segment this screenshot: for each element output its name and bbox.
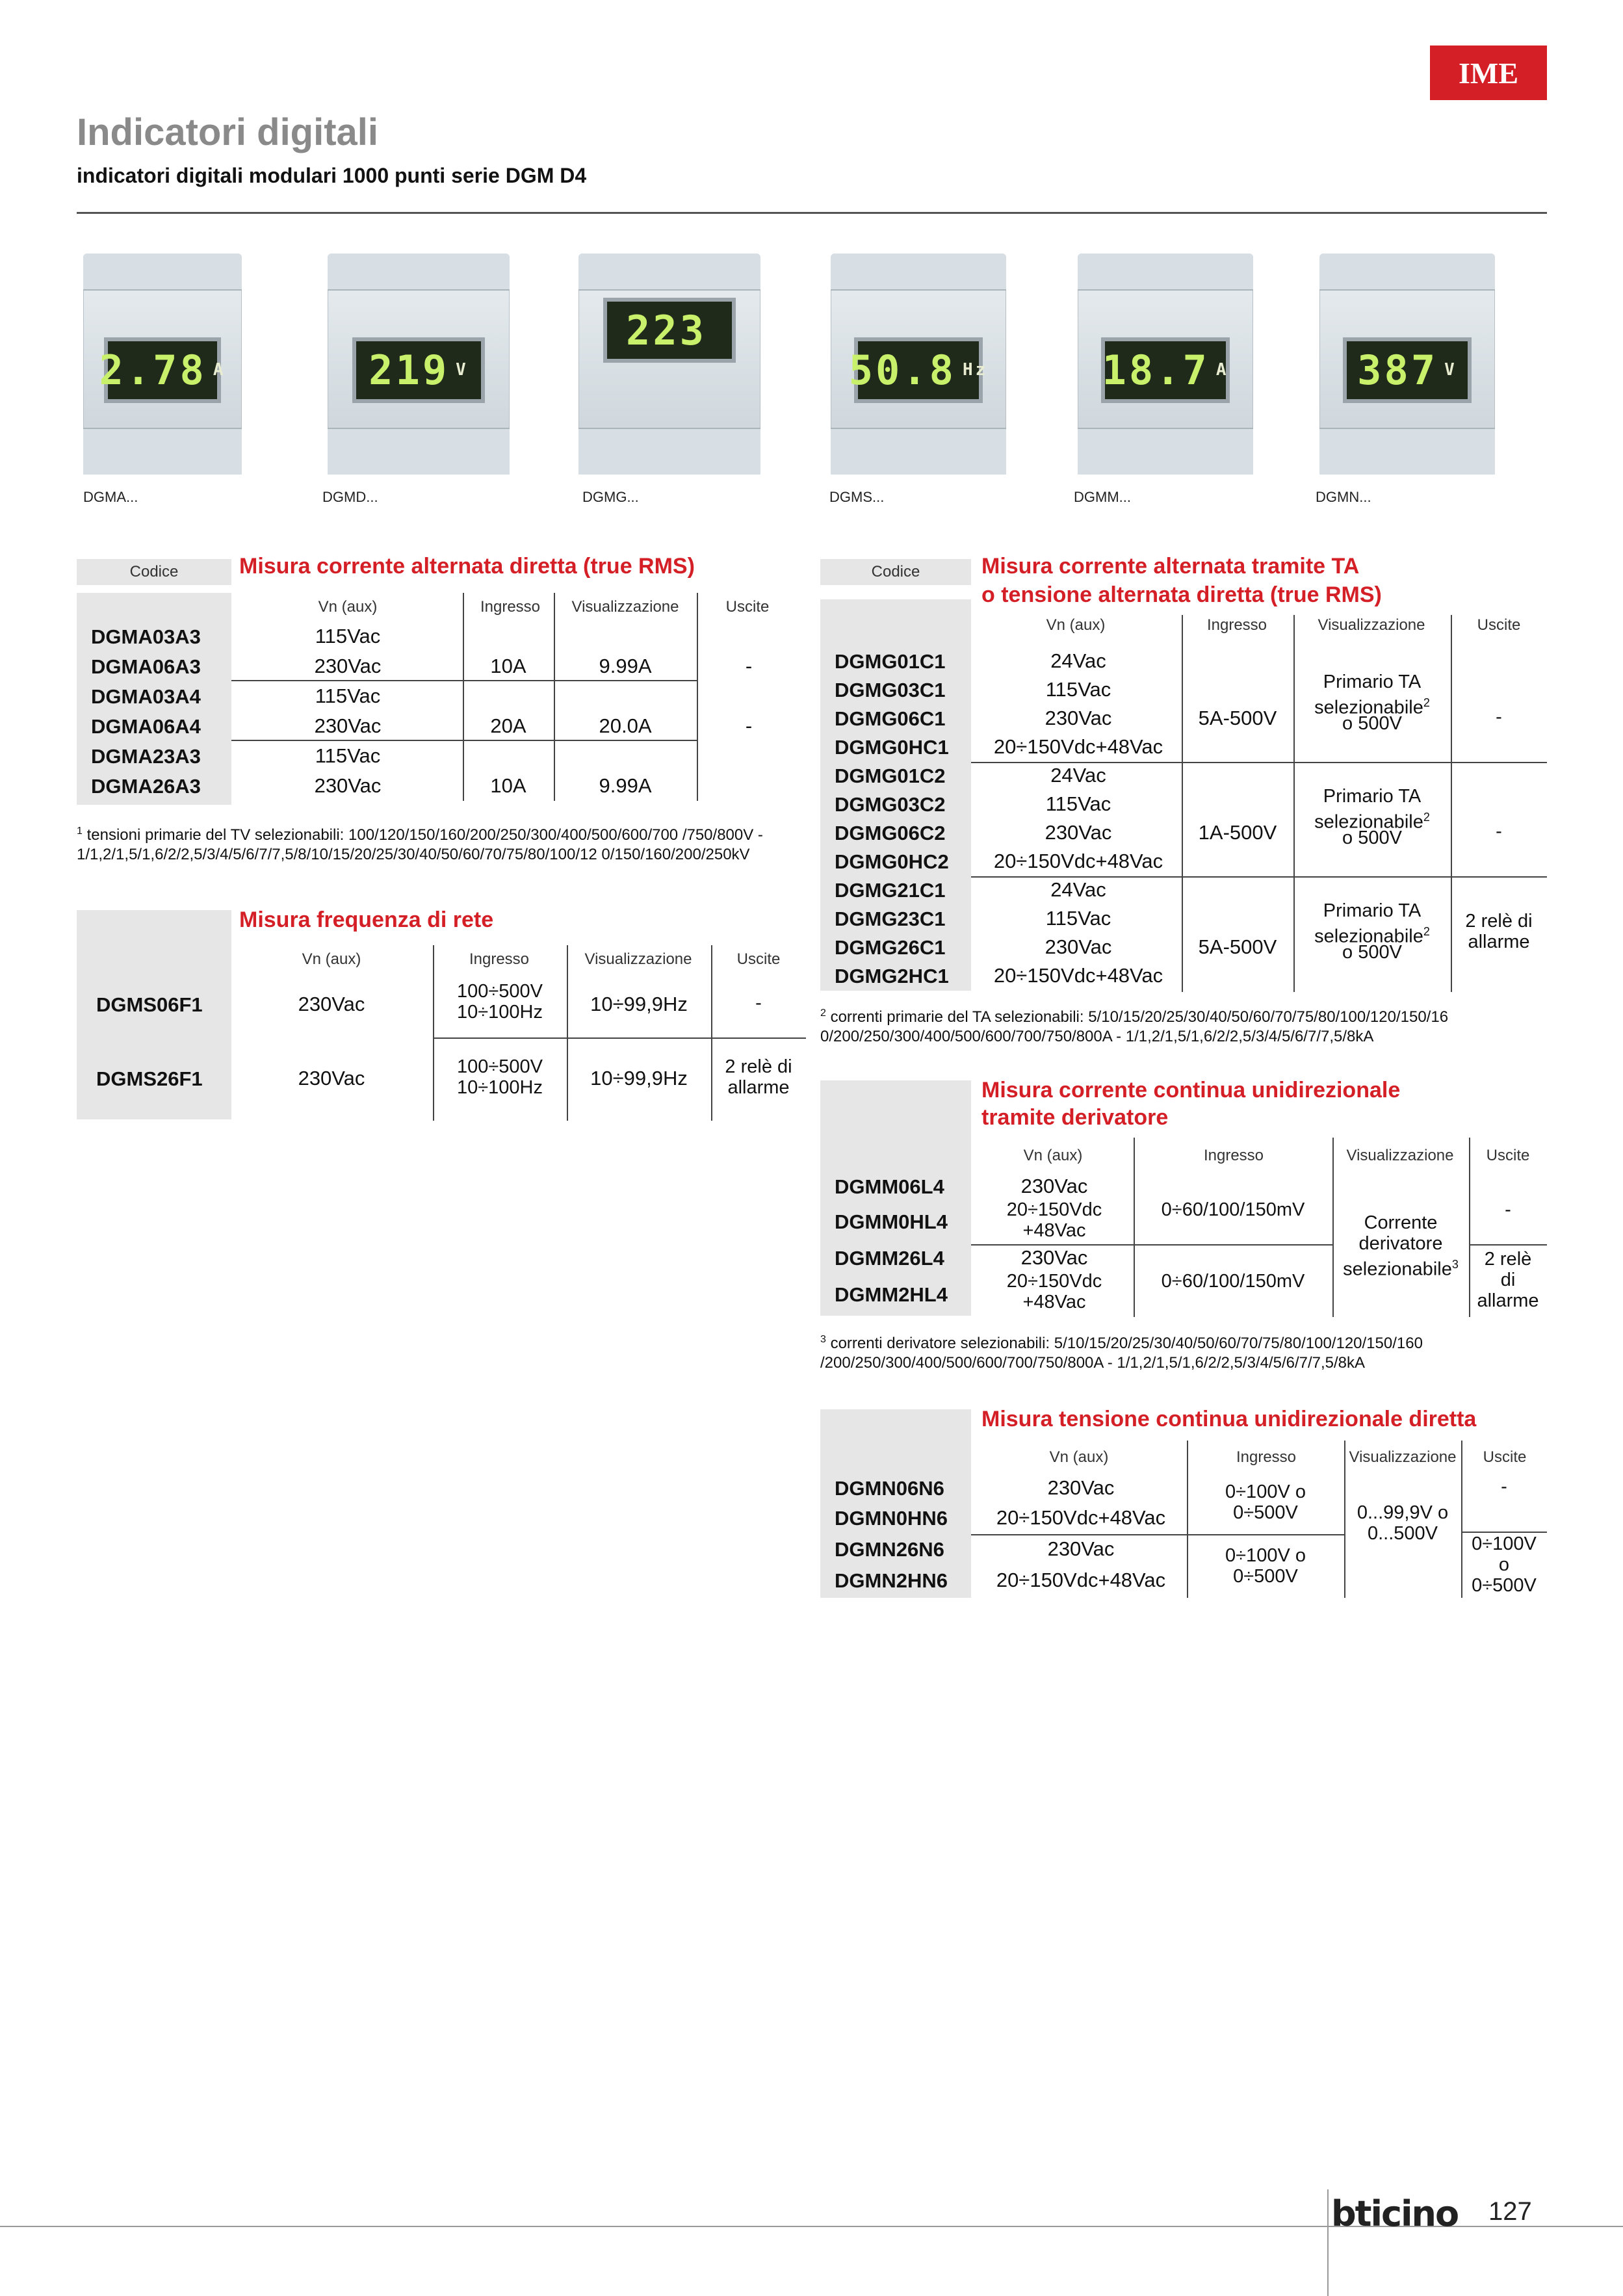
- product-code: DGMS26F1: [96, 1067, 203, 1090]
- section-title: o tensione alternata diretta (true RMS): [981, 582, 1382, 607]
- col-ingresso: Ingresso: [480, 598, 541, 616]
- col-ingresso: Ingresso: [1203, 1147, 1264, 1164]
- uscite-value: 2 relè: [1484, 1249, 1532, 1270]
- product-code: DGMG23C1: [835, 907, 946, 930]
- vis-value: 0...500V: [1367, 1523, 1438, 1544]
- product-code: DGMA06A3: [91, 655, 201, 678]
- vn-value: 115Vac: [315, 685, 381, 707]
- product-code: DGMG0HC2: [835, 850, 949, 873]
- product-code: DGMG06C2: [835, 822, 946, 844]
- col-visualizzazione: Visualizzazione: [571, 598, 679, 616]
- title-divider: [77, 212, 1547, 214]
- product-code: DGMM0HL4: [835, 1210, 948, 1233]
- vis-value: selezionabile$^2$: [1314, 696, 1430, 718]
- col-uscite: Uscite: [1486, 1147, 1530, 1164]
- product-code: DGMG06C1: [835, 707, 946, 730]
- vn-value: 20÷150Vdc+48Vac: [993, 735, 1163, 758]
- uscite-value: allarme: [1468, 932, 1530, 952]
- uscite-value: o: [1498, 1554, 1510, 1575]
- grid-line: [971, 876, 1547, 878]
- ingresso-value: 1A-500V: [1198, 821, 1277, 844]
- grid-line: [231, 680, 697, 681]
- section-title: Misura corrente continua unidirezionale: [981, 1078, 1401, 1102]
- col-vn: Vn (aux): [1046, 616, 1106, 634]
- vn-value: 230Vac: [314, 774, 382, 797]
- vn-value: +48Vac: [1022, 1220, 1086, 1241]
- product-code: DGMA06A4: [91, 715, 201, 738]
- vis-value: selezionabile$^3$: [1343, 1258, 1459, 1280]
- vn-value: 230Vac: [298, 1067, 365, 1089]
- vis-value: o 500V: [1342, 713, 1402, 734]
- footnote-1: $^1$ tensioni primarie del TV selezionabili: 100/120/150/160/200/250/300/400/500/600/700 /750/800V - 1/1,2/1,5/1,6/2/2,5/3/4/5/6/7/7,5/8/10/15/20/25/30/40/50/60/70/75/80/100/12 0/150/160/200/250kV: [77, 826, 763, 863]
- grid-line: [971, 1534, 1344, 1535]
- uscite-value: allarme: [1477, 1290, 1539, 1311]
- uscite-value: -: [1496, 821, 1502, 842]
- uscite-value: -: [745, 714, 753, 737]
- bticino-logo: bticino: [1331, 2193, 1459, 2234]
- product-image-dgmn: 387 V: [1313, 254, 1501, 475]
- col-uscite: Uscite: [725, 598, 770, 616]
- vis-value: 10÷99,9Hz: [590, 1067, 688, 1089]
- product-label: DGMN...: [1316, 489, 1371, 505]
- uscite-value: -: [1505, 1199, 1511, 1220]
- product-code: DGMG03C2: [835, 793, 946, 816]
- vn-value: 24Vac: [1050, 878, 1106, 901]
- vn-value: 230Vac: [1045, 707, 1112, 729]
- product-label: DGMS...: [829, 489, 885, 505]
- vn-value: 230Vac: [314, 655, 382, 677]
- vn-value: 115Vac: [1045, 792, 1111, 815]
- vn-value: 20÷150Vdc: [1006, 1271, 1102, 1292]
- col-ingresso: Ingresso: [1206, 616, 1267, 634]
- vn-value: 115Vac: [1045, 907, 1111, 930]
- section-title: Misura corrente alternata diretta (true RMS): [239, 554, 695, 579]
- ingresso-value: 10÷100Hz: [456, 1077, 543, 1098]
- uscite-value: 2 relè di: [725, 1056, 792, 1077]
- product-code: DGMG01C2: [835, 764, 946, 787]
- vis-value: Primario TA: [1323, 672, 1422, 692]
- col-ingresso: Ingresso: [469, 950, 530, 968]
- col-vn: Vn (aux): [1049, 1448, 1109, 1466]
- product-code: DGMG21C1: [835, 879, 946, 902]
- col-ingresso: Ingresso: [1236, 1448, 1297, 1466]
- product-code: DGMS06F1: [96, 993, 203, 1016]
- footer-divider-vertical: [1327, 2189, 1329, 2296]
- ingresso-value: 20A: [490, 714, 526, 737]
- vis-value: o 500V: [1342, 942, 1402, 963]
- vis-value: 9.99A: [599, 774, 652, 797]
- col-visualizzazione: Visualizzazione: [584, 950, 692, 968]
- ingresso-value: 0÷100V o: [1225, 1545, 1306, 1566]
- grid-line: [697, 593, 698, 801]
- uscite-value: 2 relè di: [1465, 911, 1533, 932]
- product-code: DGMG26C1: [835, 936, 946, 959]
- product-code: DGMA03A3: [91, 625, 201, 648]
- product-image-dgmd: 219 V: [321, 254, 516, 475]
- codice-header: Codice: [820, 559, 971, 585]
- ingresso-value: 5A-500V: [1198, 935, 1277, 958]
- grid-line: [971, 762, 1547, 763]
- vn-value: 230Vac: [1020, 1246, 1088, 1269]
- vn-value: 230Vac: [314, 714, 382, 737]
- ingresso-value: 100÷500V: [456, 981, 543, 1002]
- product-image-dgms: 50.8 Hz: [824, 254, 1013, 475]
- vn-value: 230Vac: [1045, 935, 1112, 958]
- ime-logo: IME: [1430, 46, 1547, 100]
- ingresso-value: 10A: [490, 655, 526, 677]
- vn-value: 115Vac: [315, 625, 381, 647]
- vn-value: 230Vac: [1047, 1537, 1115, 1560]
- product-code: DGMG01C1: [835, 650, 946, 673]
- col-visualizzazione: Visualizzazione: [1349, 1448, 1457, 1466]
- vis-value: selezionabile$^2$: [1314, 925, 1430, 947]
- uscite-value: -: [1501, 1476, 1507, 1497]
- vn-value: 230Vac: [1045, 821, 1112, 844]
- vn-value: 20÷150Vdc+48Vac: [996, 1569, 1166, 1591]
- product-code: DGMN06N6: [835, 1477, 944, 1500]
- grid-line: [1461, 1532, 1547, 1533]
- grid-line: [1182, 615, 1183, 992]
- product-label: DGMM...: [1074, 489, 1131, 505]
- vn-value: 24Vac: [1050, 649, 1106, 672]
- uscite-value: allarme: [727, 1077, 790, 1098]
- vn-value: 20÷150Vdc+48Vac: [993, 964, 1163, 987]
- vn-value: 230Vac: [298, 993, 365, 1015]
- uscite-value: -: [755, 993, 762, 1013]
- vis-value: 20.0A: [599, 714, 652, 737]
- vn-value: 230Vac: [1047, 1476, 1115, 1499]
- ingresso-value: 10÷100Hz: [456, 1002, 543, 1023]
- product-code: DGMM26L4: [835, 1247, 944, 1270]
- vn-value: 115Vac: [315, 744, 381, 767]
- ingresso-value: 0÷500V: [1233, 1502, 1298, 1523]
- footnote-3: $^3$ correnti derivatore selezionabili: 5/10/15/20/25/30/40/50/60/70/75/80/100/120/150/160 /200/250/300/400/500/600/700/750/800A - 1/1,2/1,5/1,6/2/2,5/3/4/5/6/7/7,5/8kA: [820, 1334, 1423, 1372]
- page-title: Indicatori digitali: [77, 111, 379, 153]
- section-title: tramite derivatore: [981, 1105, 1169, 1130]
- vn-value: 20÷150Vdc: [1006, 1199, 1102, 1220]
- ingresso-value: 0÷500V: [1233, 1566, 1298, 1587]
- section-title: Misura tensione continua unidirezionale diretta: [981, 1407, 1477, 1431]
- product-code: DGMM2HL4: [835, 1283, 948, 1306]
- product-code: DGMG03C1: [835, 679, 946, 701]
- vis-value: Primario TA: [1323, 786, 1422, 807]
- product-code: DGMG2HC1: [835, 965, 949, 987]
- grid-line: [1469, 1244, 1547, 1246]
- vis-value: 0...99,9V o: [1357, 1502, 1449, 1523]
- col-vn: Vn (aux): [302, 950, 361, 968]
- product-code: DGMM06L4: [835, 1175, 944, 1198]
- product-code: DGMA23A3: [91, 745, 201, 768]
- grid-line: [1469, 1138, 1470, 1317]
- ingresso-value: 100÷500V: [456, 1056, 543, 1077]
- col-vn: Vn (aux): [318, 598, 378, 616]
- vis-value: Primario TA: [1323, 900, 1422, 921]
- grid-line: [463, 593, 464, 801]
- vis-value: Corrente: [1364, 1212, 1438, 1233]
- ingresso-value: 10A: [490, 774, 526, 797]
- vn-value: 24Vac: [1050, 764, 1106, 787]
- product-code: DGMN0HN6: [835, 1507, 948, 1530]
- vn-value: 20÷150Vdc+48Vac: [996, 1506, 1166, 1529]
- col-uscite: Uscite: [1477, 616, 1521, 634]
- codice-header: Codice: [77, 559, 231, 585]
- product-code: DGMA03A4: [91, 685, 201, 708]
- vn-value: 20÷150Vdc+48Vac: [993, 850, 1163, 872]
- footnote-2: $^2$ correnti primarie del TA selezionabili: 5/10/15/20/25/30/40/50/60/70/75/80/100/120/150/16 0/200/250/300/400/500/600/700/750/800A - 1/1,2/1,5/1,6/2/2,5/3/4/5/6/7/7,5/8kA: [820, 1008, 1449, 1045]
- product-image-dgmg: 223: [572, 254, 767, 475]
- vis-value: 10÷99,9Hz: [590, 993, 688, 1015]
- vis-value: selezionabile$^2$: [1314, 811, 1430, 833]
- product-label: DGMD...: [322, 489, 378, 505]
- uscite-value: -: [1496, 707, 1502, 727]
- uscite-value: -: [745, 655, 753, 677]
- vn-value: +48Vac: [1022, 1292, 1086, 1312]
- product-image-dgma: 2.78 A: [77, 254, 248, 475]
- grid-line: [971, 1244, 1332, 1246]
- section-title: Misura corrente alternata tramite TA: [981, 554, 1360, 579]
- vis-value: derivatore: [1358, 1233, 1443, 1254]
- uscite-value: 0÷100V: [1472, 1533, 1537, 1554]
- vn-value: 115Vac: [1045, 678, 1111, 701]
- vn-value: 230Vac: [1020, 1175, 1088, 1197]
- grid-line: [567, 945, 568, 1121]
- uscite-value: di: [1500, 1270, 1516, 1290]
- ingresso-value: 0÷60/100/150mV: [1161, 1199, 1305, 1220]
- uscite-value: 0÷500V: [1472, 1575, 1537, 1596]
- grid-line: [231, 740, 697, 741]
- col-uscite: Uscite: [1483, 1448, 1527, 1466]
- col-visualizzazione: Visualizzazione: [1346, 1147, 1454, 1164]
- product-image-dgmm: 18.7 A: [1071, 254, 1260, 475]
- col-uscite: Uscite: [736, 950, 781, 968]
- ingresso-value: 0÷60/100/150mV: [1161, 1271, 1305, 1292]
- section-title: Misura frequenza di rete: [239, 907, 494, 932]
- page-subtitle: indicatori digitali modulari 1000 punti serie DGM D4: [77, 164, 587, 187]
- product-label: DGMG...: [582, 489, 639, 505]
- col-visualizzazione: Visualizzazione: [1318, 616, 1425, 634]
- product-code: DGMG0HC1: [835, 736, 949, 759]
- grid-line: [433, 1037, 806, 1039]
- ingresso-value: 0÷100V o: [1225, 1481, 1306, 1502]
- product-code: DGMA26A3: [91, 775, 201, 798]
- ingresso-value: 5A-500V: [1198, 707, 1277, 729]
- product-code: DGMN2HN6: [835, 1569, 948, 1592]
- grid-line: [554, 593, 555, 801]
- page-number: 127: [1488, 2197, 1532, 2226]
- product-label: DGMA...: [83, 489, 138, 505]
- col-vn: Vn (aux): [1023, 1147, 1083, 1164]
- product-code: DGMN26N6: [835, 1538, 944, 1561]
- vis-value: 9.99A: [599, 655, 652, 677]
- vis-value: o 500V: [1342, 828, 1402, 848]
